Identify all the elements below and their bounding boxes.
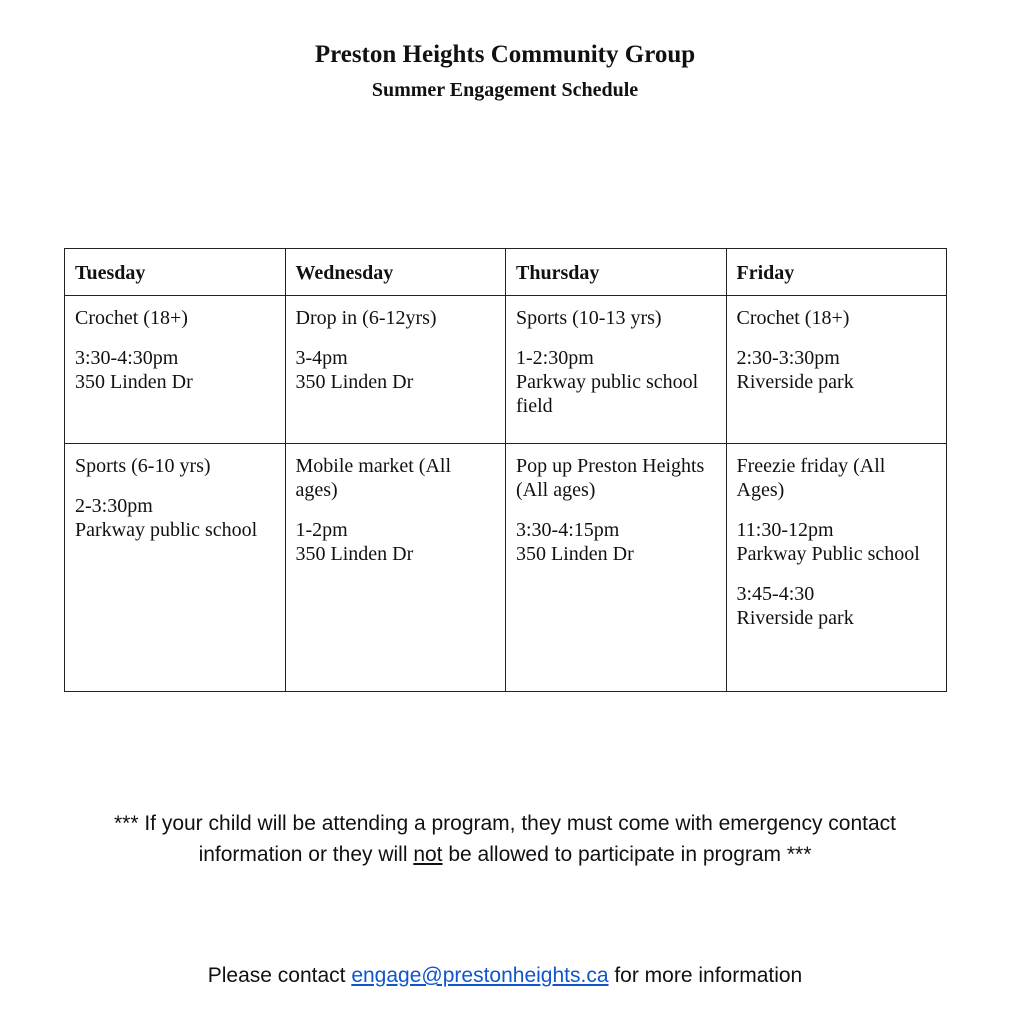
- program-cell: [65, 444, 286, 692]
- schedule-header-row: [65, 249, 947, 296]
- program-time: 1-2pm: [295, 519, 348, 541]
- program-title: Crochet (18+): [736, 307, 850, 329]
- program-location: 350 Linden Dr: [516, 543, 634, 565]
- program-slot: [75, 494, 275, 542]
- program-time: 3:45-4:30: [736, 583, 815, 605]
- program-slot: [737, 346, 937, 394]
- program-title: Crochet (18+): [75, 307, 188, 329]
- schedule-row: [65, 444, 947, 692]
- page-subtitle: Summer Engagement Schedule: [371, 79, 639, 101]
- program-location: Parkway Public school: [736, 543, 920, 565]
- schedule-row: [65, 296, 947, 444]
- program-time: 1-2:30pm: [516, 347, 594, 369]
- program-slot: [296, 518, 496, 566]
- program-title: Mobile market (All ages): [295, 455, 452, 501]
- day-header-thursday: Thursday: [506, 249, 727, 296]
- program-cell: [726, 444, 947, 692]
- program-location: 350 Linden Dr: [75, 371, 193, 393]
- program-cell: [726, 296, 947, 444]
- program-title: Freezie friday (All Ages): [736, 455, 886, 501]
- program-slot: [296, 346, 496, 394]
- contact-line: [0, 962, 1010, 990]
- program-time: 2:30-3:30pm: [736, 347, 840, 369]
- contact-text-before: Please contact: [207, 964, 352, 987]
- program-location: Riverside park: [736, 371, 854, 393]
- notice-text-after: be allowed to participate in program ***: [442, 843, 812, 866]
- program-title: Pop up Preston Heights (All ages): [516, 455, 705, 501]
- contact-email-link[interactable]: engage@prestonheights.ca: [351, 964, 609, 987]
- program-slot: [516, 518, 716, 566]
- program-time: 2-3:30pm: [75, 495, 153, 517]
- contact-text-after: for more information: [608, 964, 803, 987]
- notice-emphasis: not: [413, 843, 443, 866]
- program-time: 3:30-4:30pm: [75, 347, 179, 369]
- program-location: Parkway public school: [75, 519, 258, 541]
- program-location: Riverside park: [736, 607, 854, 629]
- schedule-table: [64, 248, 947, 692]
- program-title: Drop in (6-12yrs): [295, 307, 437, 329]
- day-header-wednesday: Wednesday: [285, 249, 506, 296]
- program-time: 3:30-4:15pm: [516, 519, 620, 541]
- program-cell: [506, 444, 727, 692]
- program-cell: [285, 444, 506, 692]
- program-slot: [75, 346, 275, 394]
- program-cell: [285, 296, 506, 444]
- program-cell: [65, 296, 286, 444]
- emergency-contact-notice: [60, 808, 950, 870]
- day-header-tuesday: Tuesday: [65, 249, 286, 296]
- program-title: Sports (6-10 yrs): [75, 455, 211, 477]
- program-title: Sports (10-13 yrs): [516, 307, 662, 329]
- program-slot: [737, 518, 937, 566]
- notice-text-before: *** If your child will be attending a program, they must come with emergency contact information or they will: [113, 812, 897, 866]
- program-slot: [737, 582, 937, 630]
- program-location: 350 Linden Dr: [295, 543, 414, 565]
- program-time: 11:30-12pm: [736, 519, 834, 541]
- program-location: Parkway public school field: [516, 371, 699, 417]
- program-location: 350 Linden Dr: [295, 371, 414, 393]
- program-slot: [516, 346, 716, 418]
- program-time: 3-4pm: [295, 347, 348, 369]
- program-cell: [506, 296, 727, 444]
- day-header-friday: Friday: [726, 249, 947, 296]
- page-title: Preston Heights Community Group: [314, 41, 696, 68]
